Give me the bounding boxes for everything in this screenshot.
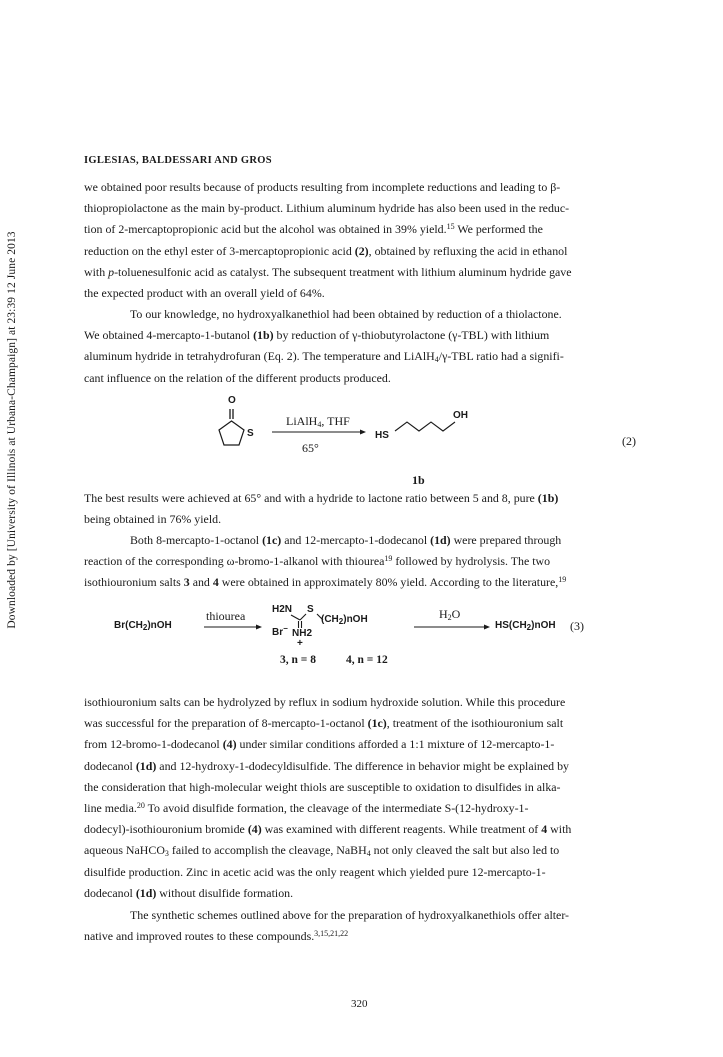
text-line: We obtained 4-mercapto-1-butanol (1b) by reduction of γ-thiobutyrolactone (γ-TBL) with lithium xyxy=(84,328,550,343)
text-line: aluminum hydride in tetrahydrofuran (Eq. 2). The temperature and LiAlH$_4$/γ-TBL ratio had a signifi- xyxy=(84,349,564,365)
download-notice-text: Downloaded by [University of Illinois at Urbana-Champaign] at 23:39 12 June 2013 xyxy=(6,231,18,629)
text-line: the consideration that high-molecular weight thiols are susceptible to oxidation to disulfides in alka- xyxy=(84,779,561,794)
text-line: from 12-bromo-1-dodecanol (4) under similar conditions afforded a 1:1 mixture of 12-mercapto-1- xyxy=(84,737,555,752)
compound-ref: (1d) xyxy=(430,533,451,547)
ring-sulfur: S xyxy=(247,428,254,439)
compound-ref: (4) xyxy=(222,737,237,752)
text-line: thiopropiolactone as the main by-product. Lithium aluminum hydride has also been used in the reduc- xyxy=(84,201,570,216)
paragraph-2 xyxy=(84,304,642,389)
compound-ref: (1b) xyxy=(253,328,274,343)
text-line: To our knowledge, no hydroxyalkanethiol had been obtained by reduction of a thiolactone. xyxy=(130,307,562,321)
amino-group: H2N xyxy=(272,604,293,615)
text-line: isothiouronium salts 3 and 4 were obtained in approximately 80% yield. According to the literature,$^{19}$ xyxy=(84,575,567,590)
citation: 19 xyxy=(558,575,567,585)
text-line: dodecanol (1d) without disulfide formation. xyxy=(84,885,294,900)
temperature-label: 65° xyxy=(302,441,319,455)
compound-ref: (1d) xyxy=(135,758,157,773)
text-line: line media.$^{20}$ To avoid disulfide formation, the cleavage of the intermediate S-(12-hydroxy-1- xyxy=(84,801,529,816)
sulfur-atom: S xyxy=(307,604,314,615)
text-line: The synthetic schemes outlined above for the preparation of hydroxyalkanethiols offer alter- xyxy=(130,908,570,922)
compound-label: 1b xyxy=(412,473,425,487)
text-line: disulfide production. Zinc in acetic acid was the only reagent which yielded pure 12-mercapto-1- xyxy=(84,864,546,879)
bromide-counterion: Br− xyxy=(272,624,288,638)
citation: 19 xyxy=(384,554,393,564)
text-line: The best results were achieved at 65° and with a hydride to lactone ratio between 5 and 8, pure (1b) xyxy=(84,491,559,505)
citation: 3,15,21,22 xyxy=(314,929,349,939)
equation-number: (2) xyxy=(622,434,636,448)
download-notice xyxy=(3,150,21,710)
running-head: IGLESIAS, BALDESSARI AND GROS xyxy=(84,155,272,166)
citation: 15 xyxy=(446,222,455,232)
text-line: native and improved routes to these compounds.$^{3,15,21,22}$ xyxy=(84,929,349,944)
reagent-label: LiAlH$_4$, THF xyxy=(286,414,350,429)
starting-bromoalkanol: $Br(CH_2)nOH$ xyxy=(114,620,172,632)
alkanol-chain: $(CH_2)nOH$ xyxy=(321,614,368,626)
amine-group: NH2 xyxy=(292,628,313,639)
text-line: dodecanol (1d) and 12-hydroxy-1-dodecyldisulfide. The difference in behavior might be explained by xyxy=(84,758,569,773)
compound-3-label: 3, n = 8 xyxy=(280,654,316,666)
equation-number: (3) xyxy=(570,619,584,633)
paragraph-4 xyxy=(84,530,642,594)
text-line: with p-toluenesulfonic acid as catalyst. The subsequent treatment with lithium aluminum hydride gave xyxy=(84,264,572,279)
compound-ref: (1d) xyxy=(135,885,157,900)
text-line: being obtained in 76% yield. xyxy=(84,512,222,527)
text-line: was successful for the preparation of 8-mercapto-1-octanol (1c), treatment of the isothiouronium salt xyxy=(84,716,564,731)
positive-charge: + xyxy=(297,638,303,649)
compound-ref: (1c) xyxy=(367,716,387,731)
text-line: Both 8-mercapto-1-octanol (1c) and 12-mercapto-1-dodecanol (1d) were prepared through xyxy=(130,533,562,547)
paragraph-6 xyxy=(84,905,642,947)
citation: 20 xyxy=(136,801,145,811)
text-line: reduction on the ethyl ester of 3-mercaptopropionic acid (2), obtained by refluxing the acid in ethanol xyxy=(84,243,568,258)
hydroxyalkanethiol-product: $HS(CH_2)nOH$ xyxy=(495,620,556,632)
paragraph-1 xyxy=(84,177,642,304)
text-line: cant influence on the relation of the different products produced. xyxy=(84,370,391,385)
carbonyl-oxygen: O xyxy=(228,395,236,406)
text-line: the expected product with an overall yield of 64%. xyxy=(84,286,325,301)
water-reagent: $H_2O$ xyxy=(439,607,461,622)
compound-ref: (1b) xyxy=(537,491,559,505)
paragraph-3 xyxy=(84,488,642,530)
compound-ref: (2) xyxy=(354,243,369,258)
compound-4-label: 4, n = 12 xyxy=(346,654,388,666)
text-line: reaction of the corresponding ω-bromo-1-alkanol with thiourea$^{19}$ followed by hydrolysis. The two xyxy=(84,554,551,569)
paragraph-5 xyxy=(84,692,642,904)
hydroxyl-group: OH xyxy=(453,410,468,421)
equation-3 xyxy=(114,602,614,676)
text-line: tion of 2-mercaptopropionic acid but the alcohol was obtained in 39% yield.$^{15}$ We performed the xyxy=(84,222,543,237)
thiourea-reagent: thiourea xyxy=(206,609,246,623)
text-line: aqueous NaHCO$_3$ failed to accomplish the cleavage, NaBH$_4$ not only cleaved the salt but also led to xyxy=(84,843,560,859)
text-line: isothiouronium salts can be hydrolyzed by reflux in sodium hydroxide solution. While this procedure xyxy=(84,695,566,709)
compound-ref: (4) xyxy=(247,822,262,837)
compound-ref: (1c) xyxy=(262,533,282,547)
page-number: 320 xyxy=(351,998,368,1010)
thiol-group: HS xyxy=(375,430,389,441)
text-line: dodecyl)-isothiouronium bromide (4) was examined with different reagents. While treatment of 4 with xyxy=(84,822,572,837)
text-line: we obtained poor results because of products resulting from incomplete reductions and leading to β- xyxy=(84,180,561,194)
